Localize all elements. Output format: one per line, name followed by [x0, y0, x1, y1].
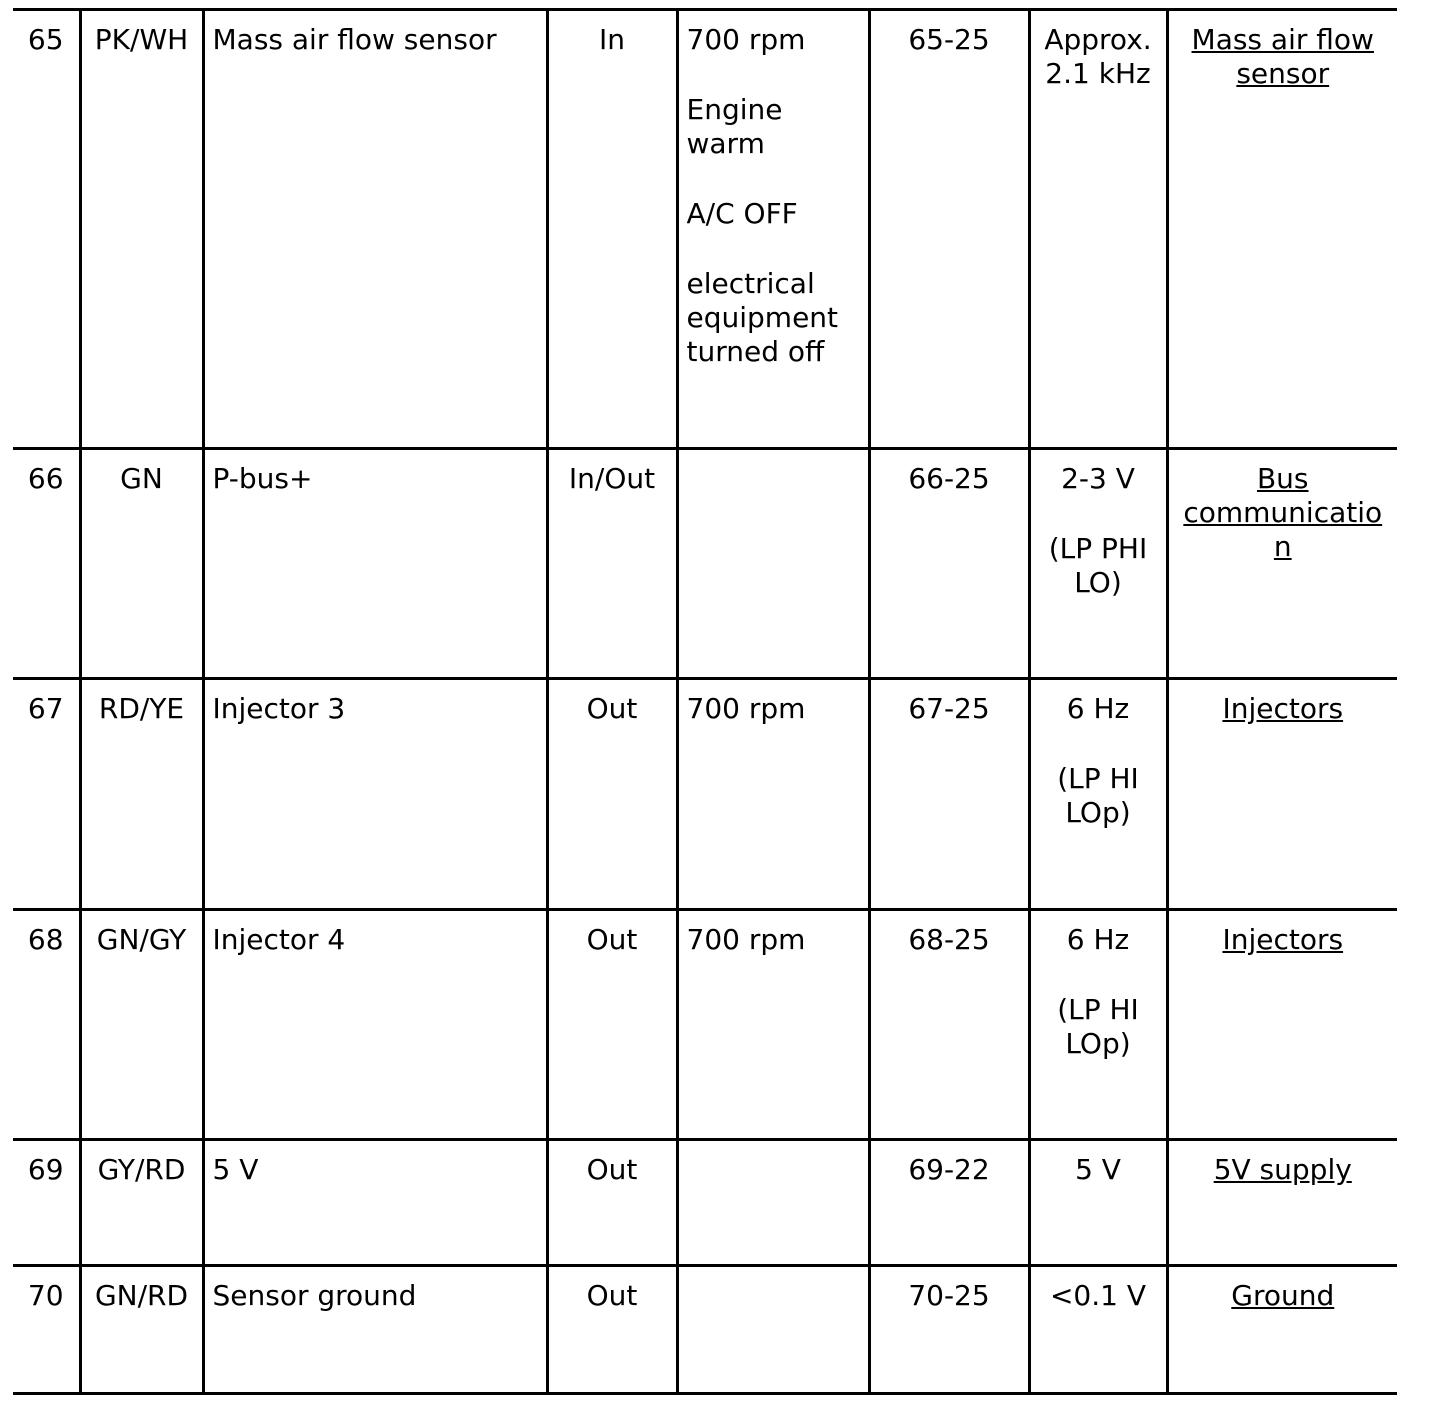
reference-link-cell: [1167, 910, 1397, 1140]
pin-number-cell: 66: [13, 449, 80, 679]
reference-link-cell: [1167, 1140, 1397, 1266]
reference-link-line[interactable]: Bus: [1256, 462, 1309, 495]
reference-link-line[interactable]: Mass air flow: [1191, 23, 1374, 56]
nominal-value-cell: [1029, 449, 1167, 679]
measure-between-cell: 67-25: [869, 679, 1029, 910]
pin-number-cell: 70: [13, 1266, 80, 1394]
measure-between-cell: 68-25: [869, 910, 1029, 1140]
pin-number-cell: 69: [13, 1140, 80, 1266]
pin-number-cell: 68: [13, 910, 80, 1140]
signal-description-cell: P-bus+: [203, 449, 547, 679]
cell-text-line: Approx.: [1044, 23, 1152, 56]
wire-color-cell: RD/YE: [80, 679, 203, 910]
test-condition-cell: [677, 1266, 869, 1394]
nominal-value-cell: [1029, 10, 1167, 449]
reference-link-line[interactable]: 5V supply: [1213, 1153, 1352, 1186]
cell-text-line: 5 V: [1075, 1153, 1121, 1186]
cell-text-line: 700 rpm: [686, 23, 806, 56]
reference-link-line[interactable]: communication: [1183, 496, 1383, 563]
cell-text-line: warm: [686, 127, 765, 160]
reference-link[interactable]: [1177, 1279, 1390, 1313]
reference-link-line[interactable]: Injectors: [1222, 692, 1344, 725]
reference-link[interactable]: [1177, 462, 1390, 564]
cell-text-line: A/C OFF: [686, 197, 798, 230]
nominal-value-cell: [1029, 910, 1167, 1140]
signal-description-cell: Injector 3: [203, 679, 547, 910]
cell-text-line: LO): [1074, 566, 1122, 599]
cell-text-line: (LP PHI: [1048, 532, 1148, 565]
cell-text-line: (LP HI: [1057, 993, 1139, 1026]
cell-text-line: electrical: [686, 267, 815, 300]
measure-between-cell: 70-25: [869, 1266, 1029, 1394]
signal-description-cell: Injector 4: [203, 910, 547, 1140]
cell-text-line: 2-3 V: [1061, 462, 1135, 495]
table-row: [13, 1140, 1397, 1266]
reference-link[interactable]: [1177, 923, 1390, 957]
cell-text-line: (LP HI: [1057, 762, 1139, 795]
direction-cell: Out: [547, 1140, 677, 1266]
cell-text-line: 700 rpm: [686, 923, 806, 956]
cell-text-line: equipment: [686, 301, 839, 334]
direction-cell: In/Out: [547, 449, 677, 679]
test-condition-cell: [677, 10, 869, 449]
reference-link-line[interactable]: Injectors: [1222, 923, 1344, 956]
direction-cell: Out: [547, 910, 677, 1140]
measure-between-cell: 66-25: [869, 449, 1029, 679]
direction-cell: In: [547, 10, 677, 449]
cell-text-line: turned off: [686, 335, 825, 368]
cell-text-line: 6 Hz: [1066, 923, 1130, 956]
nominal-value-cell: [1029, 1266, 1167, 1394]
signal-description-cell: Mass air flow sensor: [203, 10, 547, 449]
direction-cell: Out: [547, 1266, 677, 1394]
table-row: [13, 449, 1397, 679]
wire-color-cell: PK/WH: [80, 10, 203, 449]
signal-description-cell: Sensor ground: [203, 1266, 547, 1394]
direction-cell: Out: [547, 679, 677, 910]
cell-text-line: Engine: [686, 93, 783, 126]
pin-assignment-table: [13, 8, 1397, 1395]
test-condition-cell: [677, 449, 869, 679]
wire-color-cell: GN: [80, 449, 203, 679]
wire-color-cell: GN/RD: [80, 1266, 203, 1394]
reference-link-line[interactable]: sensor: [1236, 57, 1330, 90]
table-row: [13, 679, 1397, 910]
measure-between-cell: 65-25: [869, 10, 1029, 449]
reference-link-cell: [1167, 449, 1397, 679]
reference-link[interactable]: [1177, 1153, 1390, 1187]
test-condition-cell: [677, 910, 869, 1140]
reference-link[interactable]: [1177, 692, 1390, 726]
nominal-value-cell: [1029, 679, 1167, 910]
cell-text-line: LOp): [1065, 1027, 1131, 1060]
signal-description-cell: 5 V: [203, 1140, 547, 1266]
reference-link[interactable]: [1177, 23, 1390, 91]
wire-color-cell: GN/GY: [80, 910, 203, 1140]
cell-text-line: 2.1 kHz: [1045, 57, 1151, 90]
reference-link-line[interactable]: Ground: [1231, 1279, 1335, 1312]
wire-color-cell: GY/RD: [80, 1140, 203, 1266]
pin-number-cell: 67: [13, 679, 80, 910]
measure-between-cell: 69-22: [869, 1140, 1029, 1266]
cell-text-line: LOp): [1065, 796, 1131, 829]
test-condition-cell: [677, 679, 869, 910]
table-row: [13, 10, 1397, 449]
pin-number-cell: 65: [13, 10, 80, 449]
table-row: [13, 910, 1397, 1140]
reference-link-cell: [1167, 1266, 1397, 1394]
cell-text-line: 6 Hz: [1066, 692, 1130, 725]
reference-link-cell: [1167, 679, 1397, 910]
table-row: [13, 1266, 1397, 1394]
cell-text-line: <0.1 V: [1049, 1279, 1147, 1312]
test-condition-cell: [677, 1140, 869, 1266]
cell-text-line: 700 rpm: [686, 692, 806, 725]
reference-link-cell: [1167, 10, 1397, 449]
nominal-value-cell: [1029, 1140, 1167, 1266]
table-body: [13, 10, 1397, 1394]
